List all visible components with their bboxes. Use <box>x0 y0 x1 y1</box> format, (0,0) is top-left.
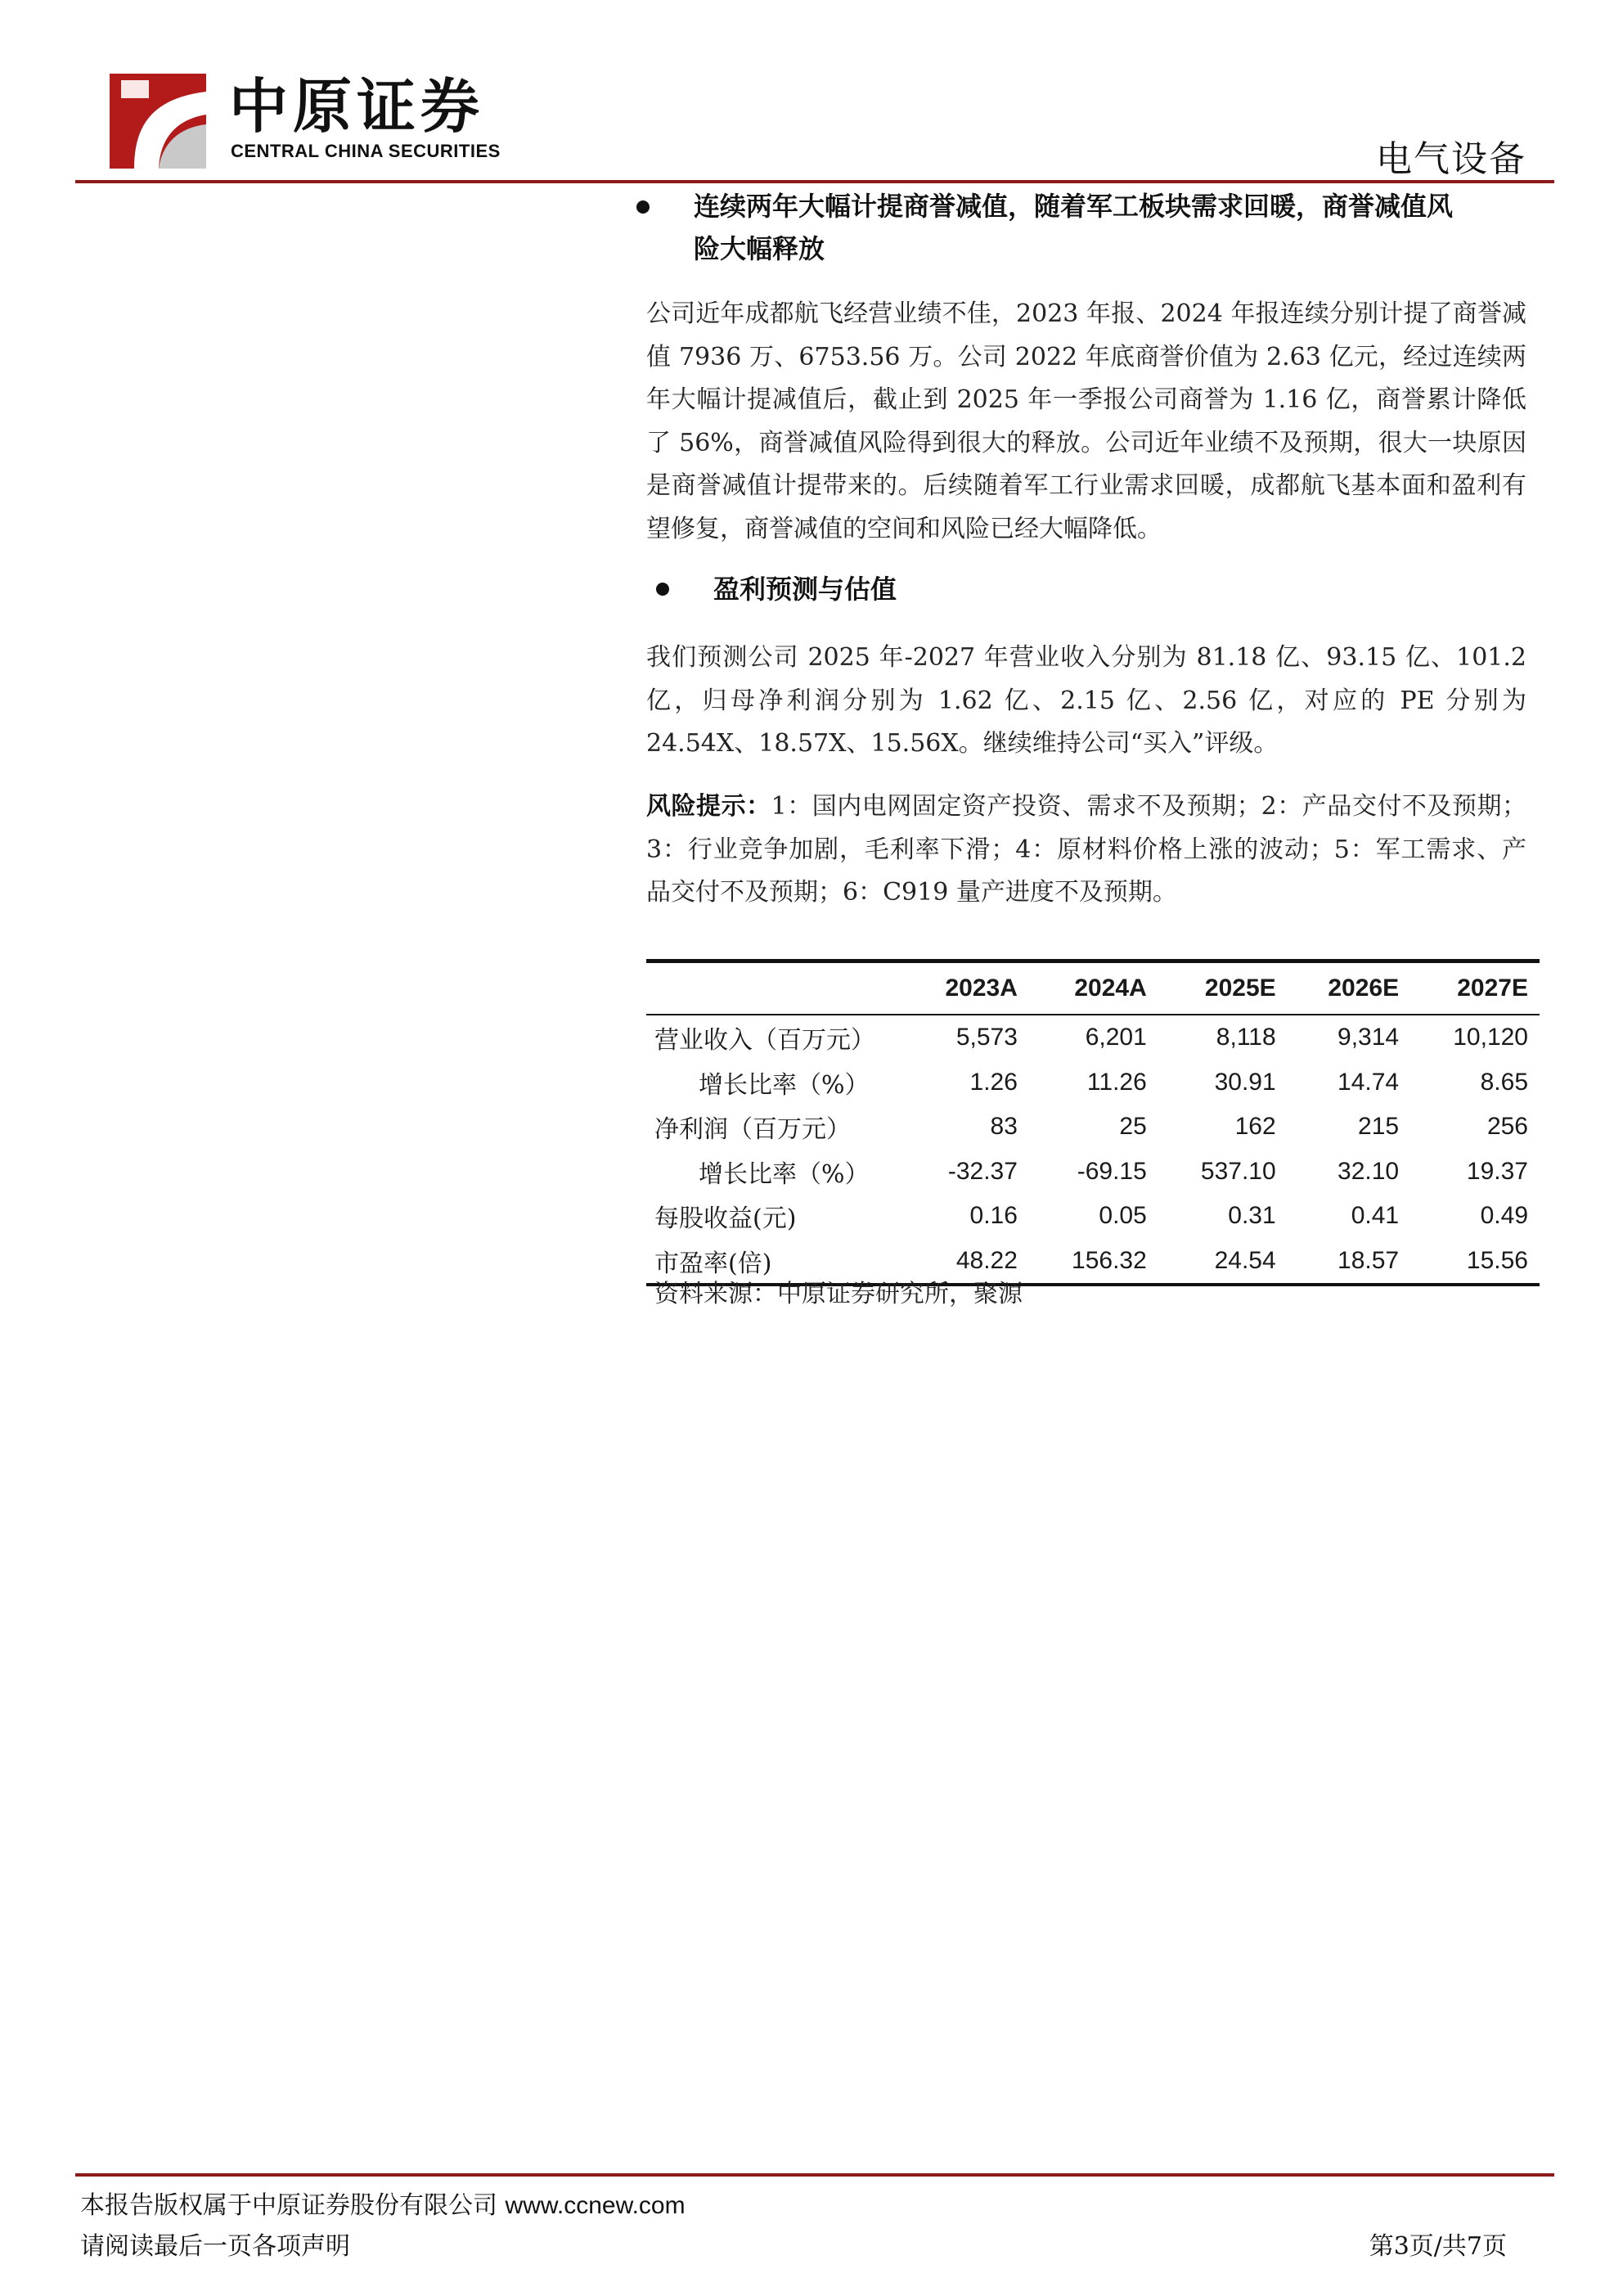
row-label: 市盈率(倍) <box>646 1239 904 1285</box>
table-header-cell: 2024A <box>1029 961 1158 1015</box>
paragraph-risk <box>646 786 1526 915</box>
table-header-cell <box>646 961 904 1015</box>
row-label: 净利润（百万元） <box>654 1115 851 1145</box>
table-cell: 10,120 <box>1453 1024 1528 1051</box>
table-cell: 537.10 <box>1200 1157 1276 1185</box>
table-cell: 162 <box>1234 1113 1276 1141</box>
table-row <box>646 1015 1540 1060</box>
table-cell: 32.10 <box>1338 1157 1400 1185</box>
table-cell: 83 <box>990 1113 1018 1141</box>
table-cell: 14.74 <box>1338 1068 1400 1096</box>
logo-mark-icon <box>110 74 206 169</box>
financial-forecast-table <box>646 959 1540 1286</box>
table-cell: -69.15 <box>1077 1157 1147 1185</box>
table-header-cell: 2025E <box>1158 961 1288 1015</box>
table-cell: 256 <box>1486 1113 1528 1141</box>
heading-line: 险大幅释放 <box>694 233 825 264</box>
table-cell: 5,573 <box>955 1024 1018 1051</box>
copyright-text: 本报告版权属于中原证券股份有限公司 <box>80 2191 497 2220</box>
table-row <box>646 1105 1540 1150</box>
table-cell: 0.05 <box>1099 1202 1147 1230</box>
table-cell: 0.16 <box>969 1202 1018 1230</box>
table-cell: 8,118 <box>1216 1024 1276 1051</box>
table-cell: 18.57 <box>1288 1239 1410 1285</box>
table-cell: -32.37 <box>947 1157 1018 1185</box>
header-divider <box>75 180 1554 183</box>
table-header-row <box>646 961 1540 1015</box>
table-cell: 0.31 <box>1228 1202 1276 1230</box>
table-cell: 1.26 <box>969 1068 1018 1096</box>
row-label: 每股收益(元) <box>654 1204 797 1234</box>
table-cell: 156.32 <box>1029 1239 1158 1285</box>
section-heading-forecast: 盈利预测与估值 <box>713 574 897 605</box>
table-cell: 11.26 <box>1086 1068 1147 1096</box>
footer-copyright <box>80 2185 686 2221</box>
table-header-cell: 2026E <box>1288 961 1410 1015</box>
table-cell: 48.22 <box>904 1239 1029 1285</box>
paragraph-goodwill: 公司近年成都航飞经营业绩不佳，2023 年报、2024 年报连续分别计提了商誉减值 7936 万、6753.56 万。公司 2022 年底商誉价值为 2.63 亿元，经过连续两年大幅计提减值后，截止到 2025 年一季报公司商誉为 1.16 亿，商誉累计降低了 56%，商誉减值风险得到很大的释放。公司近年业绩不及预期，很大一块原因是商誉减值计提带来的。后续随着军工行业需求回暖，成都航飞基本面和盈利有望修复，商誉减值的空间和风险已经大幅降低。 <box>646 299 1526 543</box>
table-cell: 9,314 <box>1338 1024 1400 1051</box>
heading-line: 连续两年大幅计提商誉减值，随着军工板块需求回暖，商誉减值风 <box>694 191 1454 222</box>
website-link[interactable]: www.ccnew.com <box>505 2192 686 2219</box>
table-cell: 19.37 <box>1466 1157 1528 1185</box>
table-cell: 15.56 <box>1410 1239 1540 1285</box>
bullet-dot-icon <box>636 200 650 214</box>
paragraph-forecast: 我们预测公司 2025 年-2027 年营业收入分别为 81.18 亿、93.15 亿、101.2 亿，归母净利润分别为 1.62 亿、2.15 亿、2.56 亿，对应的 PE 分别为 24.54X、18.57X、15.56X。继续维持公司“买入”评级。 <box>646 643 1526 758</box>
section-heading-goodwill <box>694 185 1536 270</box>
table-cell: 30.91 <box>1214 1068 1276 1096</box>
risk-text: 1：国内电网固定资产投资、需求不及预期；2：产品交付不及预期；3：行业竞争加剧，毛利率下滑；4：原材料价格上涨的波动；5：军工需求、产品交付不及预期；6：C919 量产进度不及预期。 <box>646 792 1526 907</box>
table-cell: 25 <box>1119 1113 1147 1141</box>
table-cell: 24.54 <box>1158 1239 1288 1285</box>
footer-divider <box>75 2173 1554 2177</box>
table-source-note: 资料来源：中原证券研究所，聚源 <box>654 1280 1023 1308</box>
table-header-cell: 2023A <box>904 961 1029 1015</box>
table-row <box>646 1150 1540 1195</box>
page-number: 第3页/共7页 <box>1369 2232 1507 2261</box>
row-label: 增长比率（%） <box>699 1070 870 1100</box>
sector-label: 电气设备 <box>1376 138 1526 180</box>
table-cell: 0.41 <box>1351 1202 1400 1230</box>
table-cell: 215 <box>1358 1113 1400 1141</box>
row-label: 增长比率（%） <box>699 1159 870 1189</box>
table-row <box>646 1060 1540 1105</box>
table-header-cell: 2027E <box>1410 961 1540 1015</box>
company-logo <box>110 72 535 170</box>
table-cell: 0.49 <box>1480 1202 1528 1230</box>
risk-label: 风险提示： <box>646 792 771 821</box>
row-label: 营业收入（百万元） <box>654 1026 875 1056</box>
table-cell: 6,201 <box>1085 1024 1147 1051</box>
table-row <box>646 1194 1540 1239</box>
bullet-dot-icon <box>656 583 669 596</box>
footer-notice: 请阅读最后一页各项声明 <box>80 2232 350 2261</box>
logo-text-cn: 中原证券 <box>229 72 485 141</box>
table-cell: 8.65 <box>1480 1068 1528 1096</box>
logo-text-en: CENTRAL CHINA SECURITIES <box>231 141 501 161</box>
